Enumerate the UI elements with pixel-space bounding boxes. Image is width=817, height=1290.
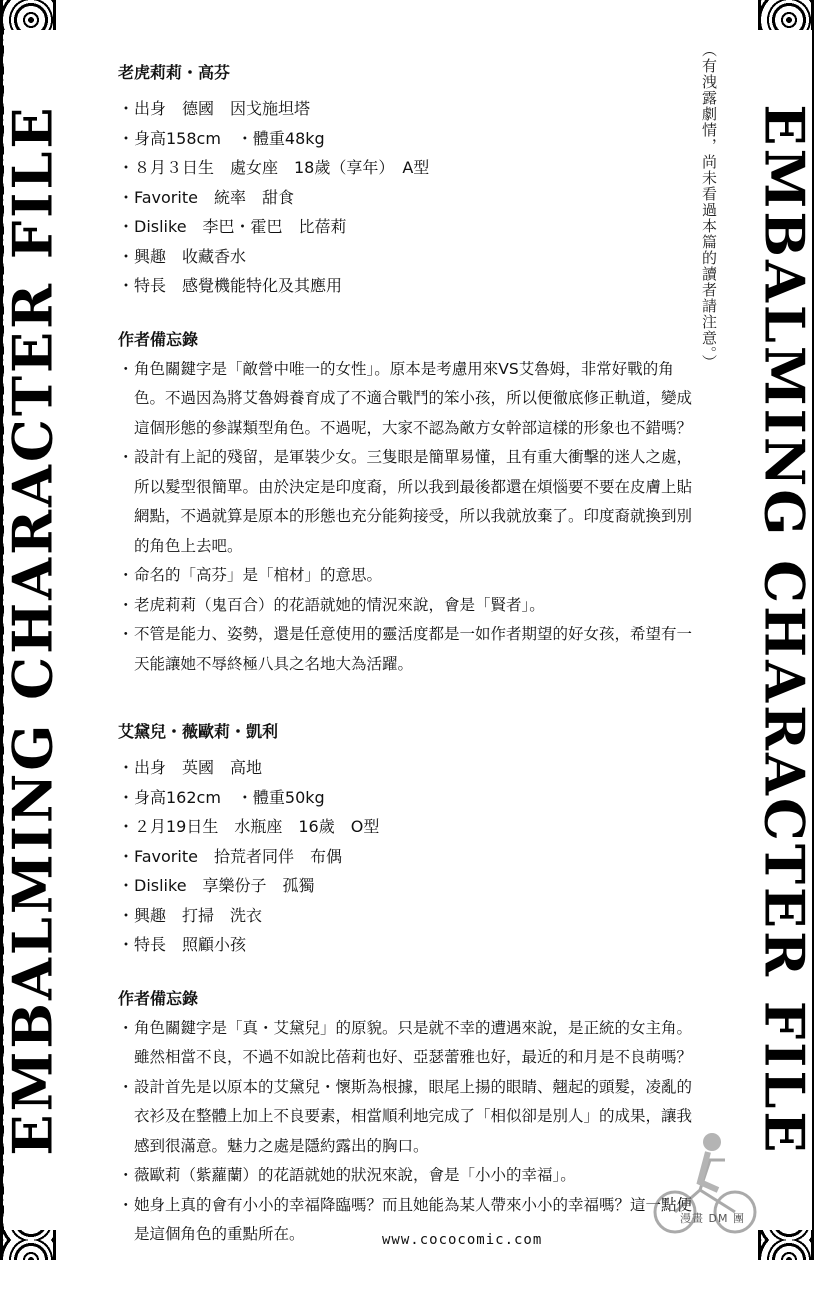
memo-item — [118, 443, 698, 561]
side-title-right: EMBALMING CHARACTER FILE — [753, 104, 817, 1156]
bullet: ・ — [118, 1077, 134, 1096]
profile-line: ・興趣 收藏香水 — [118, 246, 247, 266]
memo-item — [118, 620, 698, 679]
profile-line: ・興趣 打掃 洗衣 — [118, 905, 263, 925]
profile-line: ・Dislike 李巴・霍巴 比蓓莉 — [118, 217, 347, 236]
memo-item — [118, 591, 698, 621]
memo-item — [118, 1161, 698, 1191]
character-block-2 — [118, 719, 698, 1250]
memo-text: 角色關鍵字是「真・艾黛兒」的原貌。只是就不幸的遭遇來說，是正統的女主角。雖然相當不良，不過不如說比蓓莉也好、亞瑟蕾雅也好，最近的和月是不良萌嗎？ — [134, 1018, 693, 1066]
right-title-band — [753, 30, 817, 1230]
bullet: ・ — [118, 595, 134, 614]
memo-item — [118, 355, 698, 444]
memo-text: 設計有上記的殘留，是軍裝少女。三隻眼是簡單易懂，且有重大衝擊的迷人之處，所以髮型很簡單。由於決定是印度裔，所以我到最後都還在煩惱要不要在皮膚上貼網點，不過就算是原本的形態也充分能夠接受，所以我就放棄了。印度裔就換到別的角色上去吧。 — [134, 448, 693, 555]
memo-text: 老虎莉莉（鬼百合）的花語就她的情況來說，會是「賢者」。 — [134, 595, 545, 614]
bullet: ・ — [118, 625, 134, 643]
memo-item — [118, 1014, 698, 1073]
profile-line: ・Favorite 統率 甜食 — [118, 187, 294, 207]
profile-line: ・２月19日生 水瓶座 16歲 O型 — [118, 817, 380, 836]
page-content — [118, 60, 698, 1290]
memo-text: 設計首先是以原本的艾黛兒・懷斯為根據，眼尾上揚的眼睛、翹起的頭髮，凌亂的衣衫及在整體上加上不良要素，相當順利地完成了「相似卻是別人」的成果，讓我感到很滿意。魅力之處是隱約露出的胸口。 — [134, 1077, 693, 1155]
memo-text: 不管是能力、姿勢，還是任意使用的靈活度都是一如作者期望的好女孩，希望有一天能讓她不辱終極八具之名地大為活躍。 — [134, 625, 693, 673]
profile-line: ・特長 感覺機能特化及其應用 — [118, 276, 343, 295]
profile-line: ・出身 德國 因戈施坦塔 — [118, 99, 311, 118]
bullet: ・ — [118, 1018, 134, 1037]
memo-item — [118, 561, 698, 591]
profile-line: ・特長 照顧小孩 — [118, 935, 247, 954]
side-title-left: EMBALMING CHARACTER FILE — [1, 104, 65, 1156]
watermark-text: 漫畫 DM 團 — [680, 1212, 745, 1225]
left-title-band — [1, 30, 65, 1230]
profile-line: ・８月３日生 處女座 18歲（享年） A型 — [118, 158, 430, 177]
profile-line: ・Dislike 享樂份子 孤獨 — [118, 876, 315, 895]
profile-line: ・出身 英國 高地 — [118, 758, 263, 777]
memo-title: 作者備忘錄 — [118, 988, 199, 1008]
memo-title: 作者備忘錄 — [118, 329, 199, 349]
memo-text: 薇歐莉（紫蘿蘭）的花語就她的狀況來說，會是「小小的幸福」。 — [134, 1166, 576, 1184]
footer-url: www.cococomic.com — [382, 1232, 543, 1248]
bullet: ・ — [118, 359, 134, 378]
bullet: ・ — [118, 566, 134, 584]
memo-item — [118, 1073, 698, 1162]
character-name: 老虎莉莉・高芬 — [118, 63, 231, 82]
character-block-1 — [118, 60, 698, 679]
profile-line: ・Favorite 拾荒者同伴 布偶 — [118, 846, 342, 866]
profile-line: ・身高158cm ・體重48kg — [118, 128, 325, 148]
bullet: ・ — [118, 1166, 134, 1184]
bullet: ・ — [118, 1195, 134, 1214]
memo-text: 命名的「高芬」是「棺材」的意思。 — [134, 566, 383, 584]
character-name: 艾黛兒・薇歐莉・凱利 — [118, 722, 279, 741]
memo-text: 她身上真的會有小小的幸福降臨嗎？而且她能為某人帶來小小的幸福嗎？這一點便是這個角色的重點所在。 — [134, 1195, 693, 1243]
spoiler-notice: （有洩露劇情，尚未看過本篇的讀者請注意。） — [700, 42, 718, 371]
bullet: ・ — [118, 448, 134, 466]
profile-line: ・身高162cm ・體重50kg — [118, 787, 325, 807]
memo-text: 角色關鍵字是「敵營中唯一的女性」。原本是考慮用來VS艾魯姆，非常好戰的角色。不過因為將艾魯姆養育成了不適合戰鬥的笨小孩，所以便徹底修正軌道，變成這個形態的參謀類型角色。不過呢，大家不認為敵方女幹部這樣的形象也不錯嗎？ — [134, 359, 693, 437]
